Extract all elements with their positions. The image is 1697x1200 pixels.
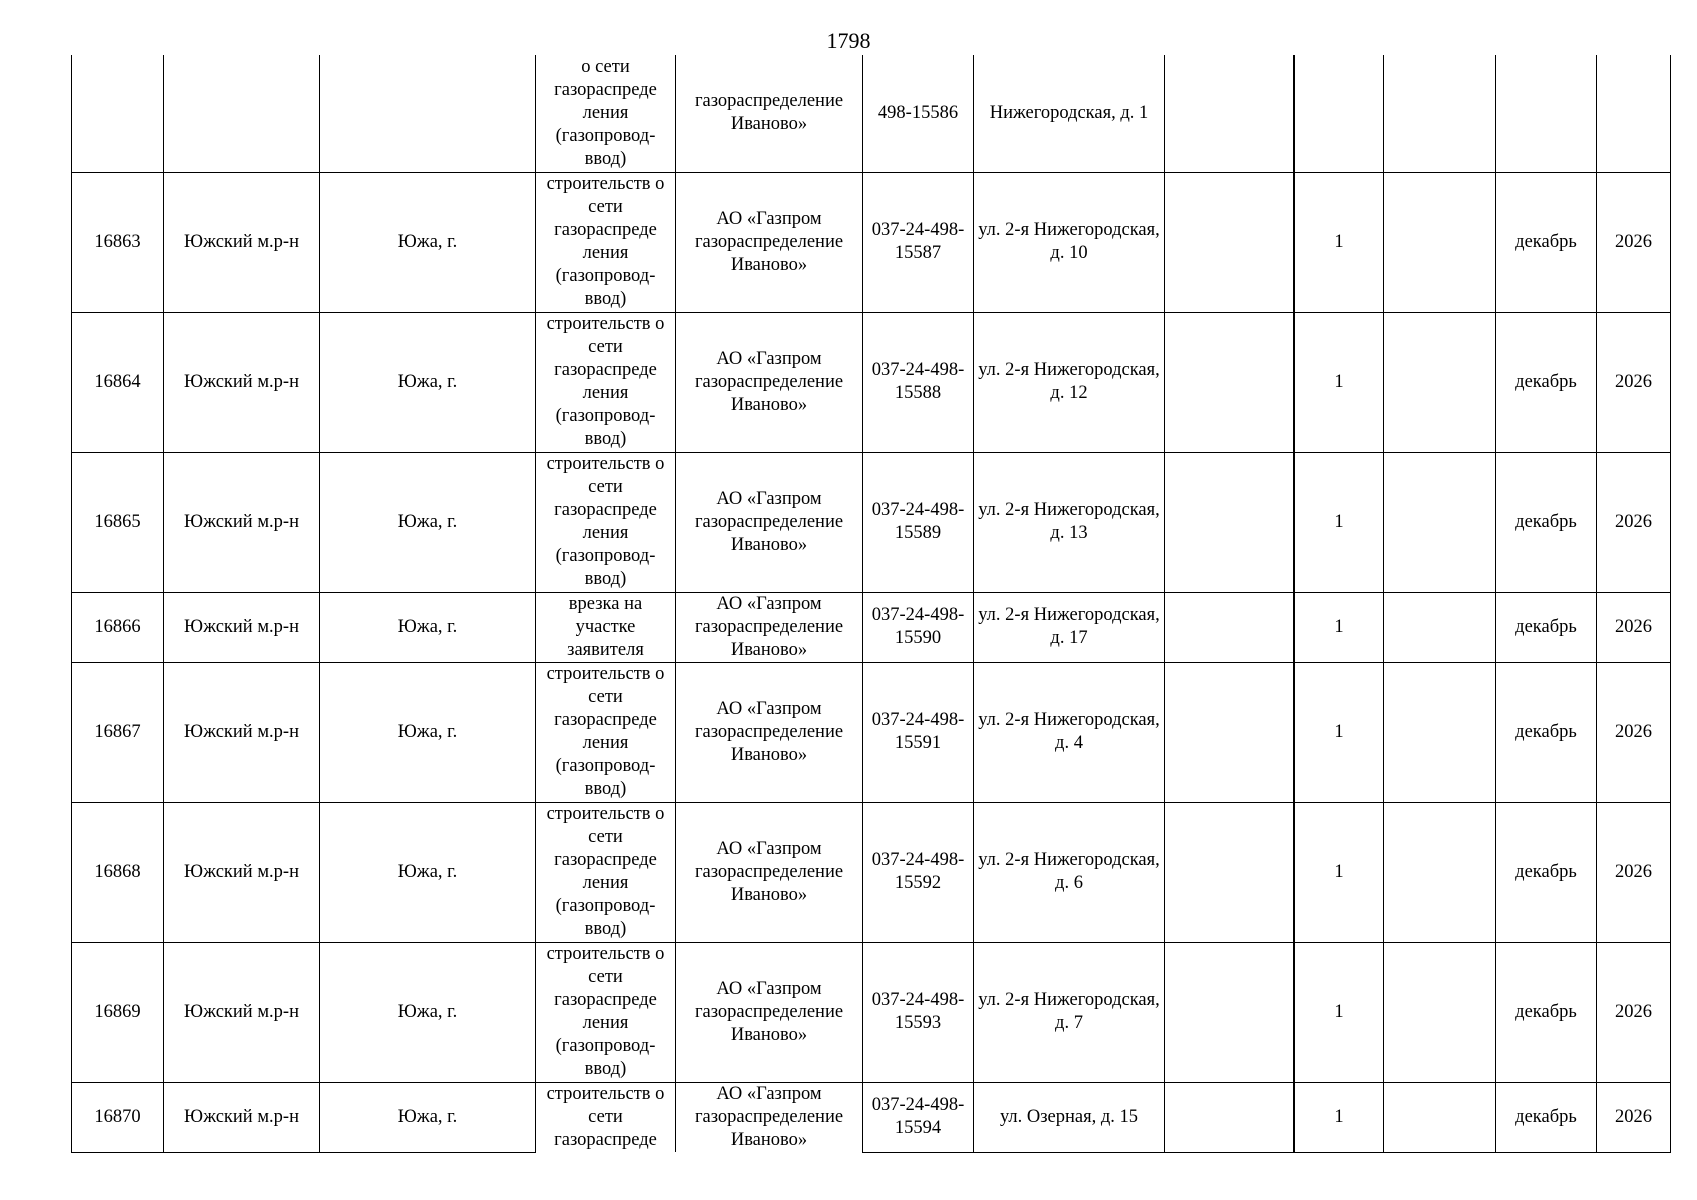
cell-month: декабрь	[1496, 172, 1597, 312]
cell-count: 1	[1295, 662, 1384, 802]
cell-id	[72, 55, 164, 172]
cell-id: 16870	[72, 1082, 164, 1152]
cell-locality: Южа, г.	[320, 942, 536, 1082]
cell-code: 037-24-498-15589	[863, 452, 974, 592]
table-row	[72, 452, 1671, 592]
table-body	[72, 55, 1671, 1152]
cell-work: строительств о сети газораспреде ления (газопровод-ввод)	[536, 312, 676, 452]
cell-id: 16869	[72, 942, 164, 1082]
cell-district	[164, 55, 320, 172]
cell-address: ул. 2-я Нижегородская, д. 7	[974, 942, 1165, 1082]
cell-work: врезка на участке заявителя	[536, 592, 676, 662]
cell-locality: Южа, г.	[320, 662, 536, 802]
cell-work: строительств о сети газораспреде ления (газопровод-ввод)	[536, 802, 676, 942]
cell-locality: Южа, г.	[320, 1082, 536, 1152]
cell-count: 1	[1295, 942, 1384, 1082]
cell-empty	[1165, 55, 1294, 172]
cell-address: ул. 2-я Нижегородская, д. 12	[974, 312, 1165, 452]
cell-id: 16866	[72, 592, 164, 662]
cell-address: ул. 2-я Нижегородская, д. 17	[974, 592, 1165, 662]
cell-month: декабрь	[1496, 1082, 1597, 1152]
cell-work: строительств о сети газораспреде ления (газопровод-ввод)	[536, 662, 676, 802]
cell-count	[1295, 55, 1384, 172]
cell-work: строительств о сети газораспреде ления (газопровод-ввод)	[536, 452, 676, 592]
cell-empty	[1384, 55, 1496, 172]
cell-address: Нижегородская, д. 1	[974, 55, 1165, 172]
cell-organization: АО «Газпром газораспределение Иваново»	[676, 452, 863, 592]
cell-empty	[1384, 592, 1496, 662]
cell-organization: АО «Газпром газораспределение Иваново»	[676, 592, 863, 662]
table-row	[72, 662, 1671, 802]
cell-organization: газораспределение Иваново»	[676, 55, 863, 172]
cell-empty	[1384, 942, 1496, 1082]
table-row	[72, 312, 1671, 452]
cell-month: декабрь	[1496, 942, 1597, 1082]
cell-organization: АО «Газпром газораспределение Иваново»	[676, 942, 863, 1082]
cell-empty	[1165, 312, 1294, 452]
cell-organization: АО «Газпром газораспределение Иваново»	[676, 312, 863, 452]
cell-code: 037-24-498-15590	[863, 592, 974, 662]
cell-code: 037-24-498-15591	[863, 662, 974, 802]
cell-year: 2026	[1597, 1082, 1671, 1152]
cell-locality: Южа, г.	[320, 592, 536, 662]
cell-empty	[1384, 662, 1496, 802]
cell-month	[1496, 55, 1597, 172]
cell-address: ул. 2-я Нижегородская, д. 13	[974, 452, 1165, 592]
cell-work: о сети газораспреде ления (газопровод-ввод)	[536, 55, 676, 172]
cell-code: 037-24-498-15588	[863, 312, 974, 452]
cell-code: 037-24-498-15593	[863, 942, 974, 1082]
cell-empty	[1384, 802, 1496, 942]
cell-id: 16865	[72, 452, 164, 592]
cell-year: 2026	[1597, 452, 1671, 592]
cell-empty	[1165, 662, 1294, 802]
table-row	[72, 55, 1671, 172]
cell-empty	[1165, 1082, 1294, 1152]
table-row	[72, 802, 1671, 942]
cell-year	[1597, 55, 1671, 172]
cell-district: Южский м.р-н	[164, 662, 320, 802]
cell-locality: Южа, г.	[320, 452, 536, 592]
cell-empty	[1165, 452, 1294, 592]
cell-month: декабрь	[1496, 312, 1597, 452]
cell-organization: АО «Газпром газораспределение Иваново»	[676, 802, 863, 942]
cell-empty	[1384, 452, 1496, 592]
cell-month: декабрь	[1496, 662, 1597, 802]
cell-address: ул. 2-я Нижегородская, д. 10	[974, 172, 1165, 312]
cell-work: строительств о сети газораспреде ления (газопровод-ввод)	[536, 172, 676, 312]
cell-district: Южский м.р-н	[164, 172, 320, 312]
cell-empty	[1384, 1082, 1496, 1152]
cell-code: 498-15586	[863, 55, 974, 172]
cell-id: 16863	[72, 172, 164, 312]
cell-count: 1	[1295, 1082, 1384, 1152]
cell-locality: Южа, г.	[320, 802, 536, 942]
table-row	[72, 172, 1671, 312]
cell-locality: Южа, г.	[320, 312, 536, 452]
cell-code: 037-24-498-15587	[863, 172, 974, 312]
cell-work-text: строительств о сети газораспреде	[546, 1083, 665, 1150]
cell-count: 1	[1295, 172, 1384, 312]
cell-empty	[1165, 172, 1294, 312]
cell-count: 1	[1295, 802, 1384, 942]
cell-address: ул. 2-я Нижегородская, д. 4	[974, 662, 1165, 802]
table-row	[72, 942, 1671, 1082]
cell-month: декабрь	[1496, 452, 1597, 592]
table-row	[72, 1082, 1671, 1152]
cell-empty	[1165, 592, 1294, 662]
cell-organization: АО «Газпром газораспределение Иваново»	[676, 662, 863, 802]
cell-address: ул. 2-я Нижегородская, д. 6	[974, 802, 1165, 942]
cell-id: 16867	[72, 662, 164, 802]
cell-district: Южский м.р-н	[164, 1082, 320, 1152]
cell-district: Южский м.р-н	[164, 452, 320, 592]
cell-year: 2026	[1597, 592, 1671, 662]
cell-district: Южский м.р-н	[164, 942, 320, 1082]
cell-code: 037-24-498-15594	[863, 1082, 974, 1152]
cell-year: 2026	[1597, 662, 1671, 802]
cell-code: 037-24-498-15592	[863, 802, 974, 942]
cell-work: строительств о сети газораспреде ления (газопровод-ввод)	[536, 942, 676, 1082]
cell-year: 2026	[1597, 312, 1671, 452]
cell-work	[536, 1082, 676, 1152]
cell-month: декабрь	[1496, 592, 1597, 662]
cell-empty	[1165, 802, 1294, 942]
data-table	[71, 55, 1671, 1153]
cell-address: ул. Озерная, д. 15	[974, 1082, 1165, 1152]
cell-district: Южский м.р-н	[164, 802, 320, 942]
cell-district: Южский м.р-н	[164, 312, 320, 452]
cell-id: 16864	[72, 312, 164, 452]
cell-id: 16868	[72, 802, 164, 942]
cell-count: 1	[1295, 592, 1384, 662]
cell-locality: Южа, г.	[320, 172, 536, 312]
cell-organization: АО «Газпром газораспределение Иваново»	[676, 172, 863, 312]
cell-year: 2026	[1597, 172, 1671, 312]
cell-locality	[320, 55, 536, 172]
cell-empty	[1384, 312, 1496, 452]
cell-month: декабрь	[1496, 802, 1597, 942]
table-row	[72, 592, 1671, 662]
cell-district: Южский м.р-н	[164, 592, 320, 662]
cell-year: 2026	[1597, 942, 1671, 1082]
cell-year: 2026	[1597, 802, 1671, 942]
cell-count: 1	[1295, 452, 1384, 592]
cell-organization: АО «Газпром газораспределение Иваново»	[676, 1082, 863, 1152]
cell-empty	[1165, 942, 1294, 1082]
cell-count: 1	[1295, 312, 1384, 452]
cell-empty	[1384, 172, 1496, 312]
page-number: 1798	[826, 28, 871, 53]
